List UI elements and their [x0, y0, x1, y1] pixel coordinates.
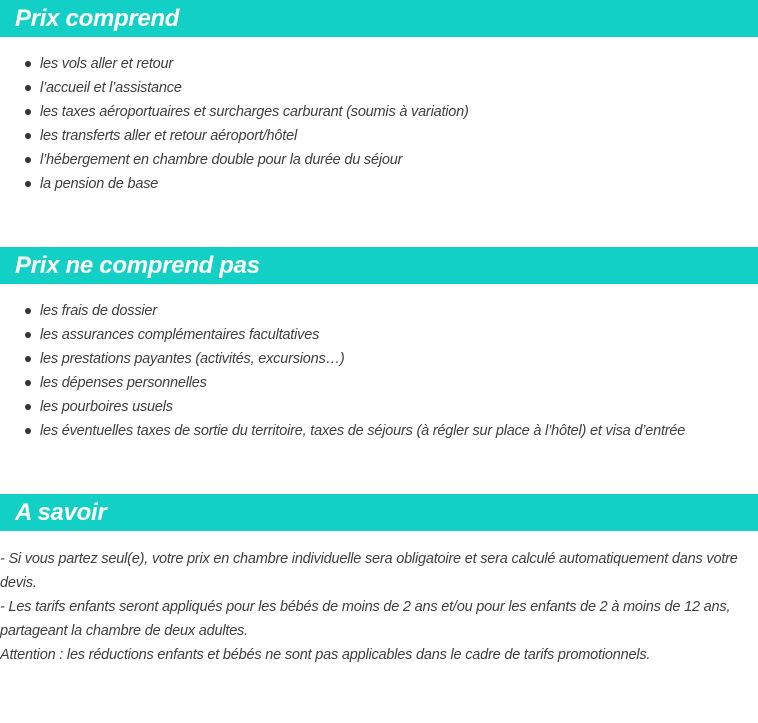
section-header-included — [0, 0, 758, 37]
list-item — [0, 76, 469, 100]
list-item — [0, 299, 685, 323]
list-item-text: la pension de base — [40, 176, 159, 192]
list-item — [0, 148, 469, 172]
list-item-text: les pourboires usuels — [40, 399, 173, 415]
bullet-icon — [25, 133, 31, 139]
list-item-text: l’accueil et l’assistance — [40, 80, 182, 96]
info-note: - Les tarifs enfants seront appliqués pour les bébés de moins de 2 ans et/ou pour les enfants de 2 à moins de 12 ans, partageant la chambre de deux adultes. — [0, 599, 731, 639]
bullet-icon — [25, 157, 31, 163]
list-item-text: les prestations payantes (activités, excursions…) — [40, 351, 345, 367]
list-item-text: les transferts aller et retour aéroport/hôtel — [40, 128, 297, 144]
list-item — [0, 124, 469, 148]
section-header-excluded — [0, 247, 758, 284]
list-item — [0, 371, 685, 395]
bullet-icon — [25, 61, 31, 67]
info-notes — [0, 547, 758, 667]
list-item-text: les taxes aéroportuaires et surcharges carburant (soumis à variation) — [40, 104, 469, 120]
section-title-info: A savoir — [15, 499, 107, 526]
excluded-list — [0, 299, 685, 443]
bullet-icon — [25, 380, 31, 386]
list-item — [0, 347, 685, 371]
list-item — [0, 323, 685, 347]
bullet-icon — [25, 356, 31, 362]
info-note: - Si vous partez seul(e), votre prix en chambre individuelle sera obligatoire et sera calculé automatiquement dans votre devis. — [0, 551, 738, 591]
bullet-icon — [25, 85, 31, 91]
included-list — [0, 52, 469, 196]
bullet-icon — [25, 428, 31, 434]
section-header-info — [0, 494, 758, 531]
list-item — [0, 172, 469, 196]
bullet-icon — [25, 181, 31, 187]
list-item-text: les dépenses personnelles — [40, 375, 207, 391]
info-note: Attention : les réductions enfants et bébés ne sont pas applicables dans le cadre de tarifs promotionnels. — [0, 647, 651, 663]
bullet-icon — [25, 109, 31, 115]
list-item-text: l’hébergement en chambre double pour la durée du séjour — [40, 152, 403, 168]
list-item-text: les frais de dossier — [40, 303, 157, 319]
list-item-text: les vols aller et retour — [40, 56, 174, 72]
bullet-icon — [25, 404, 31, 410]
list-item — [0, 100, 469, 124]
section-title-excluded: Prix ne comprend pas — [15, 252, 260, 279]
list-item-text: les assurances complémentaires facultatives — [40, 327, 320, 343]
list-item — [0, 52, 469, 76]
section-title-included: Prix comprend — [15, 5, 180, 32]
bullet-icon — [25, 332, 31, 338]
list-item-text: les éventuelles taxes de sortie du territoire, taxes de séjours (à régler sur place à l’hôtel) et visa d’entrée — [40, 423, 686, 439]
bullet-icon — [25, 308, 31, 314]
list-item — [0, 395, 685, 419]
list-item — [0, 419, 685, 443]
